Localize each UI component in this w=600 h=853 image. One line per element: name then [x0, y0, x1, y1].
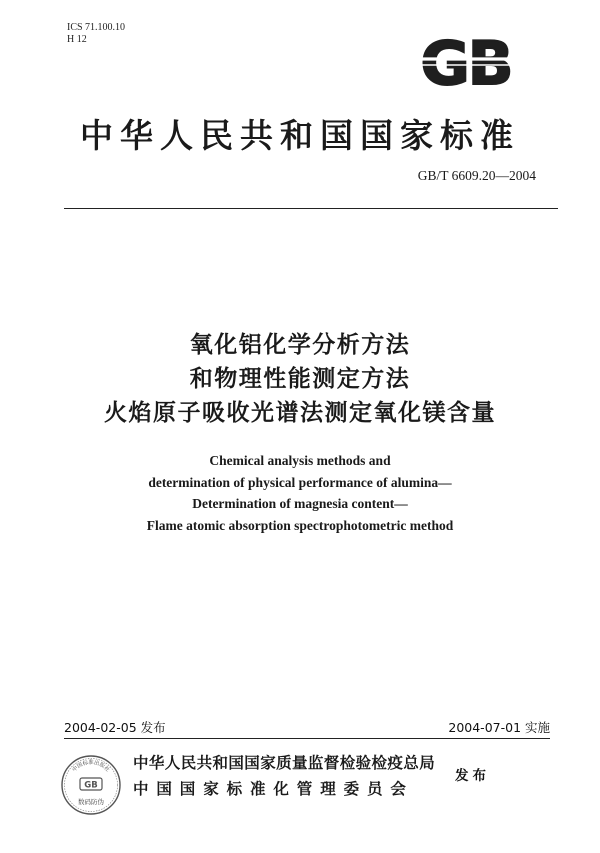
english-title-line-4: Flame atomic absorption spectrophotometric method	[146, 517, 454, 533]
issue-date: 2004-02-05 发布	[64, 720, 166, 735]
english-title-line-1: Chemical analysis methods and	[209, 453, 391, 468]
implementation-date: 2004-07-01 实施	[448, 720, 550, 735]
issuer-aqsiq: 中华人民共和国国家质量监督检验检疫总局	[133, 754, 436, 772]
publish-label: 发布	[455, 768, 490, 784]
gb-logo	[404, 32, 528, 90]
anti-counterfeit-seal	[60, 754, 122, 816]
ics-code: ICS 71.100.10	[67, 22, 126, 33]
issuing-authorities	[133, 750, 435, 802]
classification-codes	[67, 22, 125, 46]
issuer-sac: 中国国家标准化管理委员会	[133, 780, 414, 798]
seal-gb-mark: GB	[84, 780, 98, 791]
chinese-title-line-3: 火焰原子吸收光谱法测定氧化镁含量	[104, 400, 496, 426]
english-title-line-2: determination of physical performance of alumina—	[148, 474, 452, 490]
english-title-line-3: Determination of magnesia content—	[192, 496, 408, 511]
standard-title: 中华人民共和国国家标准	[80, 116, 520, 155]
chinese-title	[0, 328, 600, 430]
seal-bottom-text: 数码防伪	[78, 798, 104, 806]
footer-divider	[64, 738, 550, 739]
header-divider	[64, 208, 558, 209]
gb-logo-text: GB	[420, 32, 512, 90]
english-title	[0, 450, 600, 536]
standard-number: GB/T 6609.20—2004	[417, 168, 536, 183]
chinese-title-line-2: 和物理性能测定方法	[189, 366, 411, 392]
chinese-title-line-1: 氧化铝化学分析方法	[189, 332, 411, 358]
seal-top-text: 中国标准出版社	[71, 760, 111, 774]
ccs-code: H 12	[67, 34, 87, 45]
